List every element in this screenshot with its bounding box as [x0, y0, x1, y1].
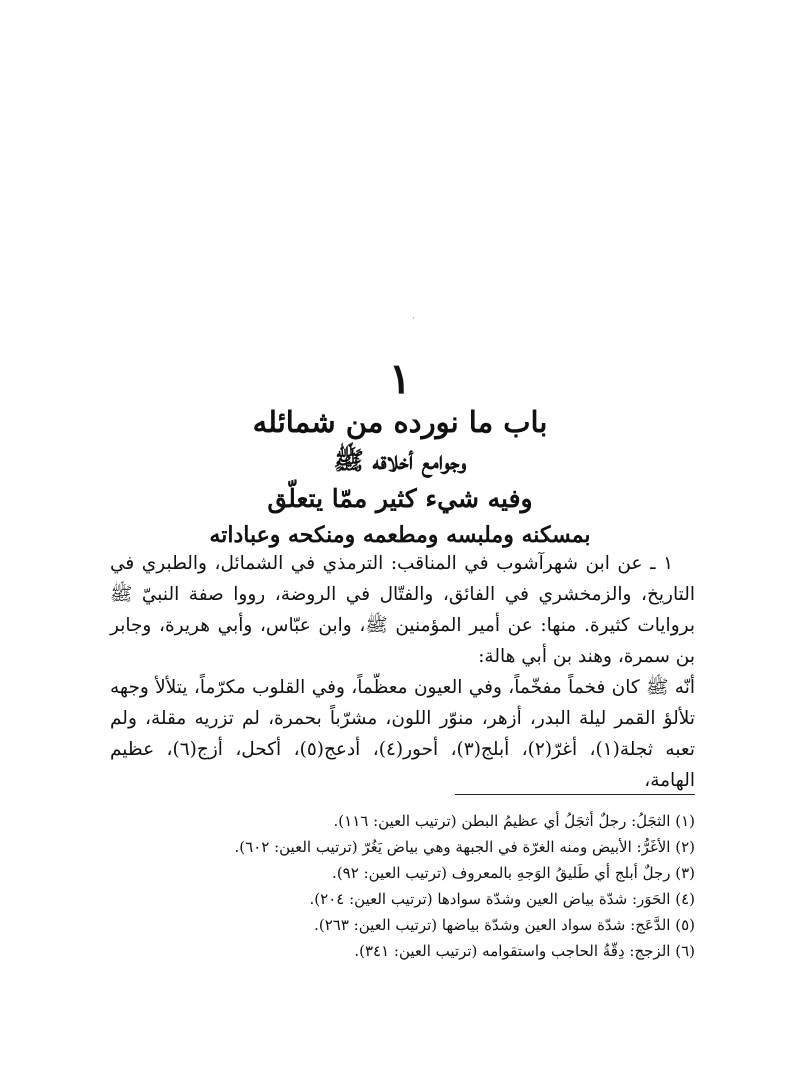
footnotes [110, 808, 695, 964]
stray-mark: · [412, 314, 415, 324]
footnote-divider [455, 794, 695, 795]
chapter-subtitle-2: وفيه شيء كثير ممّا يتعلّق [267, 484, 533, 513]
footnote-3: (٣) رجلٌ أبلج أي طَليقُ الوَجهِ بالمعروف (ترتيب العين: ٩٢). [332, 864, 695, 882]
chapter-title: باب ما نورده من شمائله [252, 405, 548, 439]
chapter-heading-block [100, 356, 700, 552]
body-text [110, 548, 695, 796]
footnote-5: (٥) الدَّعَج: شدّة سواد العين وشدّة بياضها (ترتيب العين: ٢٦٣). [314, 916, 695, 934]
footnote-2: (٢) الأغَرُّ: الأبيض ومنه الغرّة في الجبهة وهي بياض يَغُرّ (ترتيب العين: ٦٠٢). [234, 838, 695, 856]
paragraph-1: ١ ـ عن ابن شهرآشوب في المناقب: الترمذي في الشمائل، والطبري في التاريخ، والزمخشري في الفائق، والفتّال في الروضة، رووا صفة النبيّ ﷺ بروايات كثيرة. منها: عن أمير المؤمنين ﷺ، وابن عبّاس، وأبي هريرة، وجابر بن سمرة، وهند بن أبي هالة: [110, 553, 695, 667]
chapter-number: ١ [388, 354, 412, 403]
paragraph-2: أنّه ﷺ كان فخماً مفخّماً، وفي العيون معظّماً، وفي القلوب مكرّماً، يتلألأ وجهه تلألؤ القمر ليلة البدر، أزهر، منوّر اللون، مشرّباً بحمرة، لم تزريه مقلة، ولم تعبه ثجلة(١)، أغرّ(٢)، أبلج(٣)، أحور(٤)، أدعج(٥)، أكحل، أزج(٦)، عظيم الهامة، [110, 677, 695, 791]
chapter-subtitle-3: بمسكنه وملبسه ومطعمه ومنكحه وعباداته [209, 522, 591, 548]
footnote-6: (٦) الزجج: دِقّةُ الحاجب واستقوامه (ترتيب العين: ٣٤١). [354, 942, 695, 960]
chapter-subtitle-1: وجوامع أخلاقه ﷺ [333, 446, 467, 475]
footnote-1: (١) الثجَلُ: رجلٌ أثجَلُ أي عظيمُ البطن (ترتيب العين: ١١٦). [333, 812, 695, 830]
footnote-4: (٤) الحَوَر: شدّة بياض العين وشدّة سوادها (ترتيب العين: ٢٠٤). [309, 890, 695, 908]
